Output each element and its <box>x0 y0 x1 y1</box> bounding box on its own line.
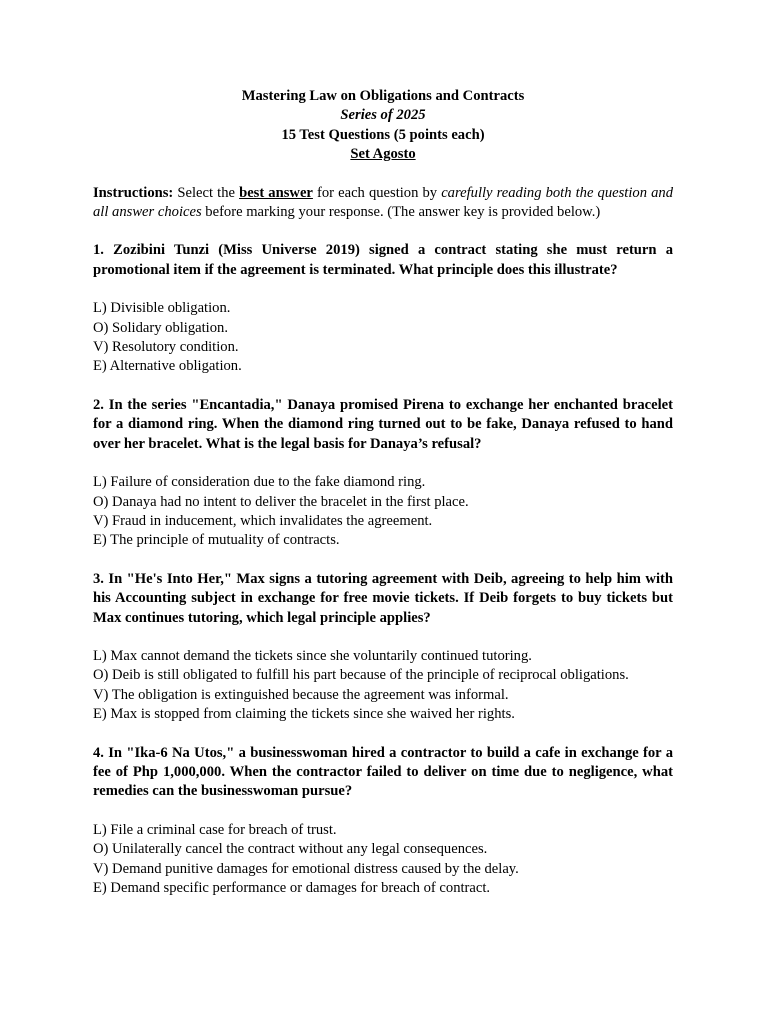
question-2 <box>93 396 673 551</box>
question-stem: 3. In "He's Into Her," Max signs a tutoring agreement with Deib, agreeing to help him with his Accounting subject in exchange for free movie tickets. If Deib forgets to buy tickets but Max continues tutoring, which legal principle applies? <box>93 570 673 626</box>
series-label: Series of 2025 <box>340 107 426 124</box>
question-1 <box>93 241 673 376</box>
answer-choice: L) File a criminal case for breach of trust. <box>93 821 337 838</box>
answer-choice: E) Demand specific performance or damages for breach of contract. <box>93 880 491 896</box>
answer-choice: O) Deib is still obligated to fulfill his part because of the principle of reciprocal obligations. <box>93 667 629 684</box>
answer-choice: E) Max is stopped from claiming the tickets since she waived her rights. <box>93 706 515 723</box>
document-page <box>93 87 673 917</box>
answer-choice: V) Fraud in inducement, which invalidates the agreement. <box>93 512 433 529</box>
document-title: Mastering Law on Obligations and Contracts <box>241 88 525 104</box>
answer-choice: L) Divisible obligation. <box>93 300 231 317</box>
instructions-text-2: for each question by <box>312 184 442 201</box>
instructions-text-3: before marking your response. (The answer key is provided below.) <box>201 204 601 221</box>
set-label: Set Agosto <box>350 146 416 163</box>
answer-choice: V) Demand punitive damages for emotional distress caused by the delay. <box>93 860 519 877</box>
instructions-emphasis: best answer <box>239 184 313 201</box>
question-3 <box>93 570 673 725</box>
answer-choice: L) Failure of consideration due to the fake diamond ring. <box>93 474 426 491</box>
instructions-label: Instructions: <box>93 184 174 201</box>
answer-choice: E) The principle of mutuality of contracts. <box>93 532 340 549</box>
answer-choice: L) Max cannot demand the tickets since she voluntarily continued tutoring. <box>93 647 532 664</box>
question-stem: 2. In the series "Encantadia," Danaya promised Pirena to exchange her enchanted bracelet for a diamond ring. When the diamond ring turned out to be fake, Danaya refused to hand over her bracelet. What is the legal basis for Danaya’s refusal? <box>93 396 673 452</box>
test-subtitle: 15 Test Questions (5 points each) <box>281 126 485 143</box>
answer-choice: O) Danaya had no intent to deliver the bracelet in the first place. <box>93 493 469 510</box>
answer-choice: O) Unilaterally cancel the contract without any legal consequences. <box>93 841 488 858</box>
question-stem: 1. Zozibini Tunzi (Miss Universe 2019) signed a contract stating she must return a promotional item if the agreement is terminated. What principle does this illustrate? <box>93 242 673 278</box>
answer-choice: V) The obligation is extinguished because the agreement was informal. <box>93 686 509 703</box>
instructions-text-1: Select the <box>173 184 240 201</box>
answer-choice: E) Alternative obligation. <box>93 358 242 375</box>
instructions-paragraph <box>93 184 673 223</box>
document-header <box>93 87 673 165</box>
question-stem: 4. In "Ika-6 Na Utos," a businesswoman hired a contractor to build a cafe in exchange for a fee of Php 1,000,000. When the contractor failed to deliver on time due to negligence, what remedies can the businesswoman pursue? <box>93 744 673 800</box>
question-4 <box>93 744 673 899</box>
answer-choice: O) Solidary obligation. <box>93 319 228 336</box>
answer-choice: V) Resolutory condition. <box>93 339 239 356</box>
instructions-italic: carefully reading both the question and all answer choices <box>93 184 674 221</box>
